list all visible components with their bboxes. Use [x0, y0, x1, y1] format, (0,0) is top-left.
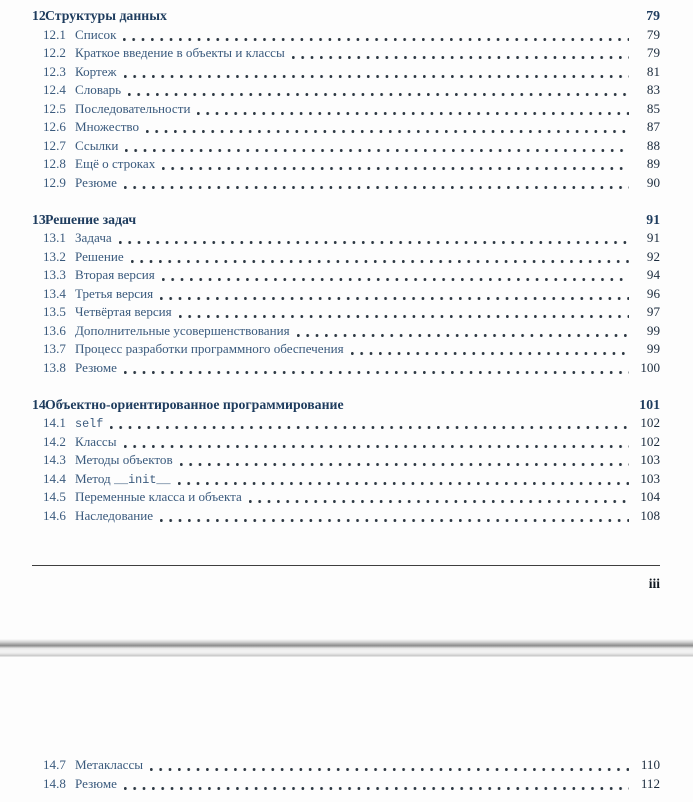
chapter-title — [45, 211, 136, 230]
title-text: Список — [75, 26, 117, 42]
title-text: Четвёртая версия — [75, 304, 172, 319]
dot-leader — [160, 507, 629, 526]
title-text: Метаклассы — [75, 757, 144, 772]
section-number: 12.6 — [43, 119, 66, 134]
section-page-number: 87 — [646, 119, 660, 134]
page-separator — [0, 639, 693, 657]
toc-section-entry[interactable] — [32, 507, 660, 526]
toc-chapter-entry[interactable] — [32, 211, 660, 230]
title-text: Структуры данных — [45, 8, 167, 23]
dot-leader — [178, 470, 629, 489]
section-page-number: 112 — [640, 775, 660, 791]
toc-chapter-block — [32, 396, 660, 526]
dot-leader — [124, 775, 629, 794]
title-text: Вторая версия — [75, 267, 155, 282]
title-text: Переменные класса и объекта — [75, 489, 242, 504]
section-page-number: 97 — [646, 304, 660, 319]
dot-leader — [124, 174, 629, 193]
chapter-page-number: 79 — [646, 8, 660, 23]
section-title — [75, 322, 290, 341]
section-page-number: 102 — [640, 433, 660, 449]
title-text: Решение задач — [45, 211, 137, 227]
section-title — [75, 451, 173, 470]
section-title — [75, 340, 344, 359]
dot-leader — [249, 488, 629, 507]
toc-page-1 — [32, 7, 660, 525]
section-page-number: 110 — [640, 757, 660, 772]
title-text: Последовательности — [75, 100, 191, 116]
dot-leader — [160, 285, 629, 304]
chapter-title — [45, 7, 167, 26]
title-text: Метод — [75, 470, 114, 486]
section-number: 12.3 — [43, 63, 66, 79]
section-number: 14.8 — [43, 775, 66, 791]
dot-leader — [197, 100, 629, 119]
dot-leader — [119, 229, 629, 248]
section-number: 14.6 — [43, 507, 66, 523]
toc-section-entry[interactable] — [32, 266, 660, 285]
section-number: 14.1 — [43, 415, 66, 430]
toc-section-entry[interactable] — [32, 155, 660, 174]
section-number: 13.1 — [43, 230, 66, 245]
title-text: Резюме — [75, 775, 117, 791]
section-page-number: 89 — [646, 156, 660, 171]
dot-leader — [123, 26, 629, 45]
chapter-title — [45, 396, 344, 415]
section-page-number: 103 — [640, 452, 660, 467]
dot-leader — [124, 359, 629, 378]
section-number: 14.4 — [43, 470, 66, 486]
section-title — [75, 433, 117, 452]
chapter-page-number: 91 — [646, 211, 660, 227]
section-page-number: 81 — [646, 63, 660, 79]
section-number: 12.1 — [43, 26, 66, 42]
section-title — [75, 100, 190, 119]
toc-section-entry[interactable] — [32, 137, 660, 156]
section-page-number: 96 — [646, 285, 660, 301]
dot-leader — [146, 118, 629, 137]
chapter-number: 13 — [32, 211, 46, 227]
section-number: 12.4 — [43, 82, 66, 97]
section-number: 13.8 — [43, 359, 66, 375]
section-number: 14.7 — [43, 757, 66, 772]
section-title — [75, 174, 117, 193]
dot-leader — [110, 414, 629, 433]
section-number: 13.4 — [43, 285, 66, 301]
dot-leader — [125, 137, 629, 156]
section-number: 13.3 — [43, 267, 66, 282]
toc-section-entry[interactable] — [32, 26, 660, 45]
toc-section-entry[interactable] — [32, 359, 660, 378]
dot-leader — [162, 155, 629, 174]
title-text: Задача — [75, 230, 112, 245]
section-number: 12.7 — [43, 137, 66, 153]
section-title — [75, 137, 118, 156]
title-text: Словарь — [75, 82, 122, 97]
title-text: Дополнительные усовершенствования — [75, 322, 290, 338]
section-title — [75, 488, 242, 507]
code-text: self — [75, 417, 104, 431]
title-text: Множество — [75, 119, 140, 134]
toc-section-entry[interactable] — [32, 303, 660, 322]
title-text: Методы объектов — [75, 452, 173, 467]
dot-leader — [297, 322, 629, 341]
code-text: __init__ — [113, 472, 171, 487]
title-text: Краткое введение в объекты и классы — [75, 45, 285, 60]
section-page-number: 92 — [646, 248, 660, 264]
section-page-number: 108 — [640, 507, 660, 523]
section-page-number: 104 — [640, 489, 660, 504]
section-title — [75, 63, 117, 82]
section-number: 14.2 — [43, 433, 66, 449]
toc-section-entry[interactable] — [32, 488, 660, 507]
section-page-number: 99 — [646, 341, 660, 356]
section-number: 13.2 — [43, 248, 66, 264]
footer-page-number: iii — [648, 576, 660, 591]
chapter-number: 14 — [32, 396, 46, 412]
section-number: 13.5 — [43, 304, 66, 319]
title-text: Решение — [75, 248, 124, 264]
title-text: Ещё о строках — [75, 156, 156, 171]
dot-leader — [124, 63, 629, 82]
section-title — [75, 414, 103, 433]
section-title — [75, 229, 112, 248]
section-title — [75, 44, 285, 63]
section-title — [75, 303, 172, 322]
dot-leader — [351, 340, 629, 359]
toc-section-entry[interactable] — [32, 229, 660, 248]
chapter-number: 12 — [32, 8, 46, 23]
dot-leader — [128, 81, 629, 100]
section-number: 12.9 — [43, 174, 66, 190]
section-number: 13.7 — [43, 341, 66, 356]
title-text: Объектно-ориентированное программирование — [45, 396, 344, 412]
toc-section-entry[interactable] — [32, 470, 660, 489]
section-title — [75, 507, 153, 526]
title-text: Ссылки — [75, 137, 119, 153]
toc-section-entry[interactable] — [32, 63, 660, 82]
dot-leader — [179, 303, 629, 322]
section-number: 14.5 — [43, 489, 66, 504]
dot-leader — [162, 266, 629, 285]
toc-section-entry[interactable] — [32, 756, 660, 775]
section-title — [75, 470, 171, 489]
toc-section-entry[interactable] — [32, 340, 660, 359]
section-title — [75, 81, 121, 100]
section-page-number: 91 — [646, 230, 660, 245]
title-text: Резюме — [75, 359, 117, 375]
section-number: 12.2 — [43, 45, 66, 60]
toc-section-entry[interactable] — [32, 451, 660, 470]
toc-section-entry[interactable] — [32, 100, 660, 119]
section-number: 12.8 — [43, 156, 66, 171]
section-page-number: 88 — [646, 137, 660, 153]
toc-chapter-block — [32, 211, 660, 378]
toc-section-entry[interactable] — [32, 174, 660, 193]
section-page-number: 103 — [640, 470, 660, 486]
section-title — [75, 26, 116, 45]
section-page-number: 100 — [640, 359, 660, 375]
toc-section-entry[interactable] — [32, 118, 660, 137]
dot-leader — [180, 451, 629, 470]
section-title — [75, 756, 143, 775]
section-title — [75, 266, 155, 285]
section-page-number: 85 — [646, 100, 660, 116]
toc-section-entry[interactable] — [32, 248, 660, 267]
toc-section-entry[interactable] — [32, 433, 660, 452]
section-title — [75, 118, 139, 137]
section-number: 14.3 — [43, 452, 66, 467]
section-number: 12.5 — [43, 100, 66, 116]
toc-chapter-entry[interactable] — [32, 7, 660, 26]
section-title — [75, 775, 117, 794]
section-page-number: 83 — [646, 82, 660, 97]
section-title — [75, 248, 124, 267]
title-text: Кортеж — [75, 63, 117, 79]
toc-chapter-entry[interactable] — [32, 396, 660, 415]
title-text: Наследование — [75, 507, 154, 523]
dot-leader — [292, 44, 629, 63]
spacer — [344, 396, 634, 415]
toc-section-entry[interactable] — [32, 44, 660, 63]
toc-chapter-block — [32, 7, 660, 192]
toc-section-entry[interactable] — [32, 322, 660, 341]
title-text: Третья версия — [75, 285, 154, 301]
toc-section-entry[interactable] — [32, 285, 660, 304]
section-title — [75, 155, 155, 174]
toc-section-entry[interactable] — [32, 775, 660, 794]
spacer — [167, 7, 634, 26]
toc-page-2 — [32, 756, 660, 793]
pdf-page-2 — [0, 657, 693, 802]
footer-rule — [32, 565, 660, 566]
dot-leader — [131, 248, 629, 267]
section-title — [75, 285, 153, 304]
section-number: 13.6 — [43, 322, 66, 338]
title-text: Процесс разработки программного обеспечения — [75, 341, 344, 356]
toc-section-entry[interactable] — [32, 81, 660, 100]
toc-section-entry[interactable] — [32, 414, 660, 433]
dot-leader — [124, 433, 630, 452]
spacer — [136, 211, 634, 230]
title-text: Резюме — [75, 174, 117, 190]
section-page-number: 102 — [640, 415, 660, 430]
section-page-number: 79 — [646, 45, 660, 60]
section-page-number: 79 — [646, 26, 660, 42]
section-page-number: 90 — [646, 174, 660, 190]
section-page-number: 94 — [646, 267, 660, 282]
section-title — [75, 359, 117, 378]
title-text: Классы — [75, 433, 117, 449]
section-page-number: 99 — [646, 322, 660, 338]
chapter-page-number: 101 — [639, 396, 660, 412]
dot-leader — [150, 756, 629, 775]
